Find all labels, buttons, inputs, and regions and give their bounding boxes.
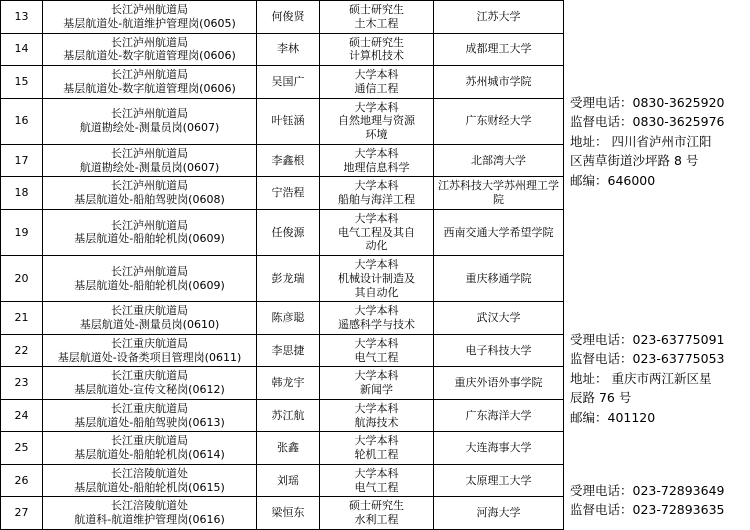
row-major xyxy=(320,464,434,497)
row-number: 27 xyxy=(1,497,43,530)
row-major xyxy=(320,144,434,177)
unit-line-2: 航道勘绘处-测量员岗(0607) xyxy=(79,160,220,174)
major-line: 其自动化 xyxy=(354,285,399,299)
contact-line: 受理电话：023-63775091 xyxy=(570,332,725,347)
major-line: 通信工程 xyxy=(354,81,399,95)
major-line: 大学本科 xyxy=(354,466,399,480)
unit-line-1: 长江泸州航道局 xyxy=(111,3,188,16)
major-line: 电气工程 xyxy=(354,350,399,364)
row-number: 23 xyxy=(1,367,43,400)
row-major xyxy=(320,302,434,335)
unit-line-1: 长江泸州航道局 xyxy=(111,264,188,278)
unit-line-2: 基层航道处-设备类项目管理岗(0611) xyxy=(57,350,242,364)
row-school: 太原理工大学 xyxy=(434,464,564,497)
unit-line-2: 基层航道处-船舶轮机岗(0609) xyxy=(74,232,225,246)
row-school: 北部湾大学 xyxy=(434,144,564,177)
row-unit xyxy=(43,1,257,34)
row-candidate-name: 苏江航 xyxy=(257,399,320,432)
row-number: 20 xyxy=(1,256,43,302)
table-row xyxy=(1,66,564,99)
major-line: 动化 xyxy=(365,239,388,253)
row-candidate-name: 李思捷 xyxy=(257,334,320,367)
table-row xyxy=(1,33,564,66)
table-row xyxy=(1,1,564,34)
major-line: 大学本科 xyxy=(354,211,399,225)
row-school: 大连海事大学 xyxy=(434,432,564,465)
row-number: 14 xyxy=(1,33,43,66)
unit-line-2: 基层航道处-船舶轮机岗(0614) xyxy=(74,448,225,461)
unit-line-1: 长江涪陵航道处 xyxy=(111,499,188,513)
table-row xyxy=(1,464,564,497)
row-number: 19 xyxy=(1,209,43,255)
contact-block-fuling xyxy=(570,481,750,520)
unit-line-1: 长江重庆航道局 xyxy=(111,401,188,415)
unit-line-2: 基层航道处-测量员岗(0610) xyxy=(79,318,220,331)
major-line: 电气工程及其自 xyxy=(338,225,415,239)
row-major xyxy=(320,399,434,432)
unit-line-1: 长江泸州航道局 xyxy=(111,146,188,160)
row-unit xyxy=(43,464,257,497)
row-major xyxy=(320,256,434,302)
row-candidate-name: 何俊贤 xyxy=(257,1,320,34)
unit-line-2: 基层航道处-船舶驾驶岗(0608) xyxy=(74,193,225,206)
row-unit xyxy=(43,399,257,432)
major-line: 遥感科学与技术 xyxy=(338,318,415,331)
table-row xyxy=(1,256,564,302)
unit-line-1: 长江泸州航道局 xyxy=(111,68,188,81)
major-line: 大学本科 xyxy=(354,179,399,193)
unit-line-1: 长江泸州航道局 xyxy=(111,179,188,193)
major-line: 电气工程 xyxy=(354,480,399,494)
unit-line-2: 基层航道处-数字航道管理岗(0606) xyxy=(63,81,236,95)
row-unit xyxy=(43,497,257,530)
table-row xyxy=(1,497,564,530)
row-school: 河海大学 xyxy=(434,497,564,530)
major-line: 航海技术 xyxy=(354,415,399,429)
contact-line: 地址： 重庆市两江新区星 xyxy=(570,370,712,386)
row-school: 广东财经大学 xyxy=(434,98,564,144)
major-line: 大学本科 xyxy=(354,146,399,160)
unit-line-1: 长江泸州航道局 xyxy=(111,35,188,49)
major-line: 计算机技术 xyxy=(349,49,404,63)
row-number: 25 xyxy=(1,432,43,465)
major-line: 大学本科 xyxy=(354,100,399,114)
major-line: 轮机工程 xyxy=(354,448,399,461)
major-line: 硕士研究生 xyxy=(349,499,404,513)
unit-line-2: 航道科-航道维护管理岗(0616) xyxy=(74,513,225,526)
major-line: 大学本科 xyxy=(354,369,399,383)
row-unit xyxy=(43,209,257,255)
row-school: 武汉大学 xyxy=(434,302,564,335)
major-line: 大学本科 xyxy=(354,258,399,271)
row-candidate-name: 韩龙宇 xyxy=(257,367,320,400)
table-row xyxy=(1,334,564,367)
row-major xyxy=(320,66,434,99)
unit-line-1: 长江重庆航道局 xyxy=(111,434,188,448)
row-unit xyxy=(43,98,257,144)
unit-line-2: 基层航道处-宣传文秘岗(0612) xyxy=(74,383,225,396)
row-candidate-name: 李林 xyxy=(257,33,320,66)
contact-line: 邮编：646000 xyxy=(570,172,656,188)
unit-line-1: 长江重庆航道局 xyxy=(111,304,188,318)
major-line: 大学本科 xyxy=(354,304,399,318)
contact-line: 邮编：401120 xyxy=(570,409,656,425)
row-unit xyxy=(43,302,257,335)
row-major xyxy=(320,432,434,465)
contact-line: 受理电话：023-72893649 xyxy=(570,483,725,498)
row-number: 21 xyxy=(1,302,43,335)
unit-line-2: 基层航道处-数字航道管理岗(0606) xyxy=(63,49,236,63)
table-row xyxy=(1,399,564,432)
contact-line: 受理电话：0830-3625920 xyxy=(570,95,725,110)
unit-line-2: 基层航道处-船舶驾驶岗(0613) xyxy=(74,415,225,429)
row-unit xyxy=(43,177,257,210)
row-school: 重庆移通学院 xyxy=(434,256,564,302)
contact-line: 监督电话：0830-3625976 xyxy=(570,114,725,130)
row-school: 重庆外语外事学院 xyxy=(434,367,564,400)
unit-line-2: 基层航道处-航道维护管理岗(0605) xyxy=(63,16,236,30)
contact-block-luzhou xyxy=(570,93,750,190)
row-school: 广东海洋大学 xyxy=(434,399,564,432)
row-candidate-name: 李鑫根 xyxy=(257,144,320,177)
row-candidate-name: 陈彦聪 xyxy=(257,302,320,335)
unit-line-1: 长江涪陵航道处 xyxy=(111,466,188,480)
row-major xyxy=(320,497,434,530)
row-school: 江苏科技大学苏州理工学院 xyxy=(434,177,564,210)
row-candidate-name: 任俊源 xyxy=(257,209,320,255)
row-unit xyxy=(43,432,257,465)
major-line: 水利工程 xyxy=(354,513,399,526)
row-number: 18 xyxy=(1,177,43,210)
table-row xyxy=(1,177,564,210)
contact-line: 监督电话：023-63775053 xyxy=(570,351,725,367)
row-candidate-name: 张鑫 xyxy=(257,432,320,465)
row-number: 16 xyxy=(1,98,43,144)
major-line: 环境 xyxy=(365,128,388,141)
row-major xyxy=(320,98,434,144)
major-line: 自然地理与资源 xyxy=(338,114,415,128)
row-number: 13 xyxy=(1,1,43,34)
table-row xyxy=(1,98,564,144)
row-number: 22 xyxy=(1,334,43,367)
row-number: 15 xyxy=(1,66,43,99)
table-row xyxy=(1,209,564,255)
row-candidate-name: 叶钰涵 xyxy=(257,98,320,144)
row-candidate-name: 吴国广 xyxy=(257,66,320,99)
row-school: 电子科技大学 xyxy=(434,334,564,367)
row-school: 江苏大学 xyxy=(434,1,564,34)
major-line: 土木工程 xyxy=(354,16,399,30)
major-line: 硕士研究生 xyxy=(349,35,404,49)
contact-block-chongqing xyxy=(570,330,750,427)
major-line: 大学本科 xyxy=(354,68,399,81)
table-row xyxy=(1,144,564,177)
unit-line-1: 长江泸州航道局 xyxy=(111,218,188,232)
row-unit xyxy=(43,367,257,400)
major-line: 船舶与海洋工程 xyxy=(338,193,415,206)
row-major xyxy=(320,33,434,66)
unit-line-1: 长江重庆航道局 xyxy=(111,369,188,383)
row-number: 17 xyxy=(1,144,43,177)
contact-line: 区茜草街道沙坪路 8 号 xyxy=(570,153,699,169)
row-school: 成都理工大学 xyxy=(434,33,564,66)
unit-line-2: 航道勘绘处-测量员岗(0607) xyxy=(79,121,220,135)
row-candidate-name: 刘瑶 xyxy=(257,464,320,497)
row-unit xyxy=(43,66,257,99)
unit-line-1: 长江重庆航道局 xyxy=(111,336,188,350)
unit-line-2: 基层航道处-船舶轮机岗(0609) xyxy=(74,278,225,292)
row-unit xyxy=(43,256,257,302)
table-body xyxy=(1,1,564,530)
row-major xyxy=(320,177,434,210)
row-major xyxy=(320,334,434,367)
row-school: 苏州城市学院 xyxy=(434,66,564,99)
table-row xyxy=(1,432,564,465)
major-line: 机械设计制造及 xyxy=(338,271,415,285)
major-line: 大学本科 xyxy=(354,434,399,448)
row-unit xyxy=(43,33,257,66)
row-candidate-name: 宁浩程 xyxy=(257,177,320,210)
row-major xyxy=(320,209,434,255)
major-line: 硕士研究生 xyxy=(349,3,404,16)
contact-line: 辰路 76 号 xyxy=(570,390,632,406)
row-unit xyxy=(43,334,257,367)
major-line: 新闻学 xyxy=(360,383,393,396)
table-row xyxy=(1,367,564,400)
row-school: 西南交通大学希望学院 xyxy=(434,209,564,255)
row-unit xyxy=(43,144,257,177)
major-line: 地理信息科学 xyxy=(343,160,410,174)
major-line: 大学本科 xyxy=(354,336,399,350)
unit-line-1: 长江泸州航道局 xyxy=(111,107,188,121)
row-candidate-name: 梁恒东 xyxy=(257,497,320,530)
row-major xyxy=(320,1,434,34)
row-number: 24 xyxy=(1,399,43,432)
row-number: 26 xyxy=(1,464,43,497)
unit-line-2: 基层航道处-船舶轮机岗(0615) xyxy=(74,480,225,494)
row-candidate-name: 彭龙瑞 xyxy=(257,256,320,302)
row-major xyxy=(320,367,434,400)
contact-line: 监督电话：023-72893635 xyxy=(570,502,725,518)
table-row xyxy=(1,302,564,335)
major-line: 大学本科 xyxy=(354,401,399,415)
contact-line: 地址： 四川省泸州市江阳 xyxy=(570,133,712,149)
